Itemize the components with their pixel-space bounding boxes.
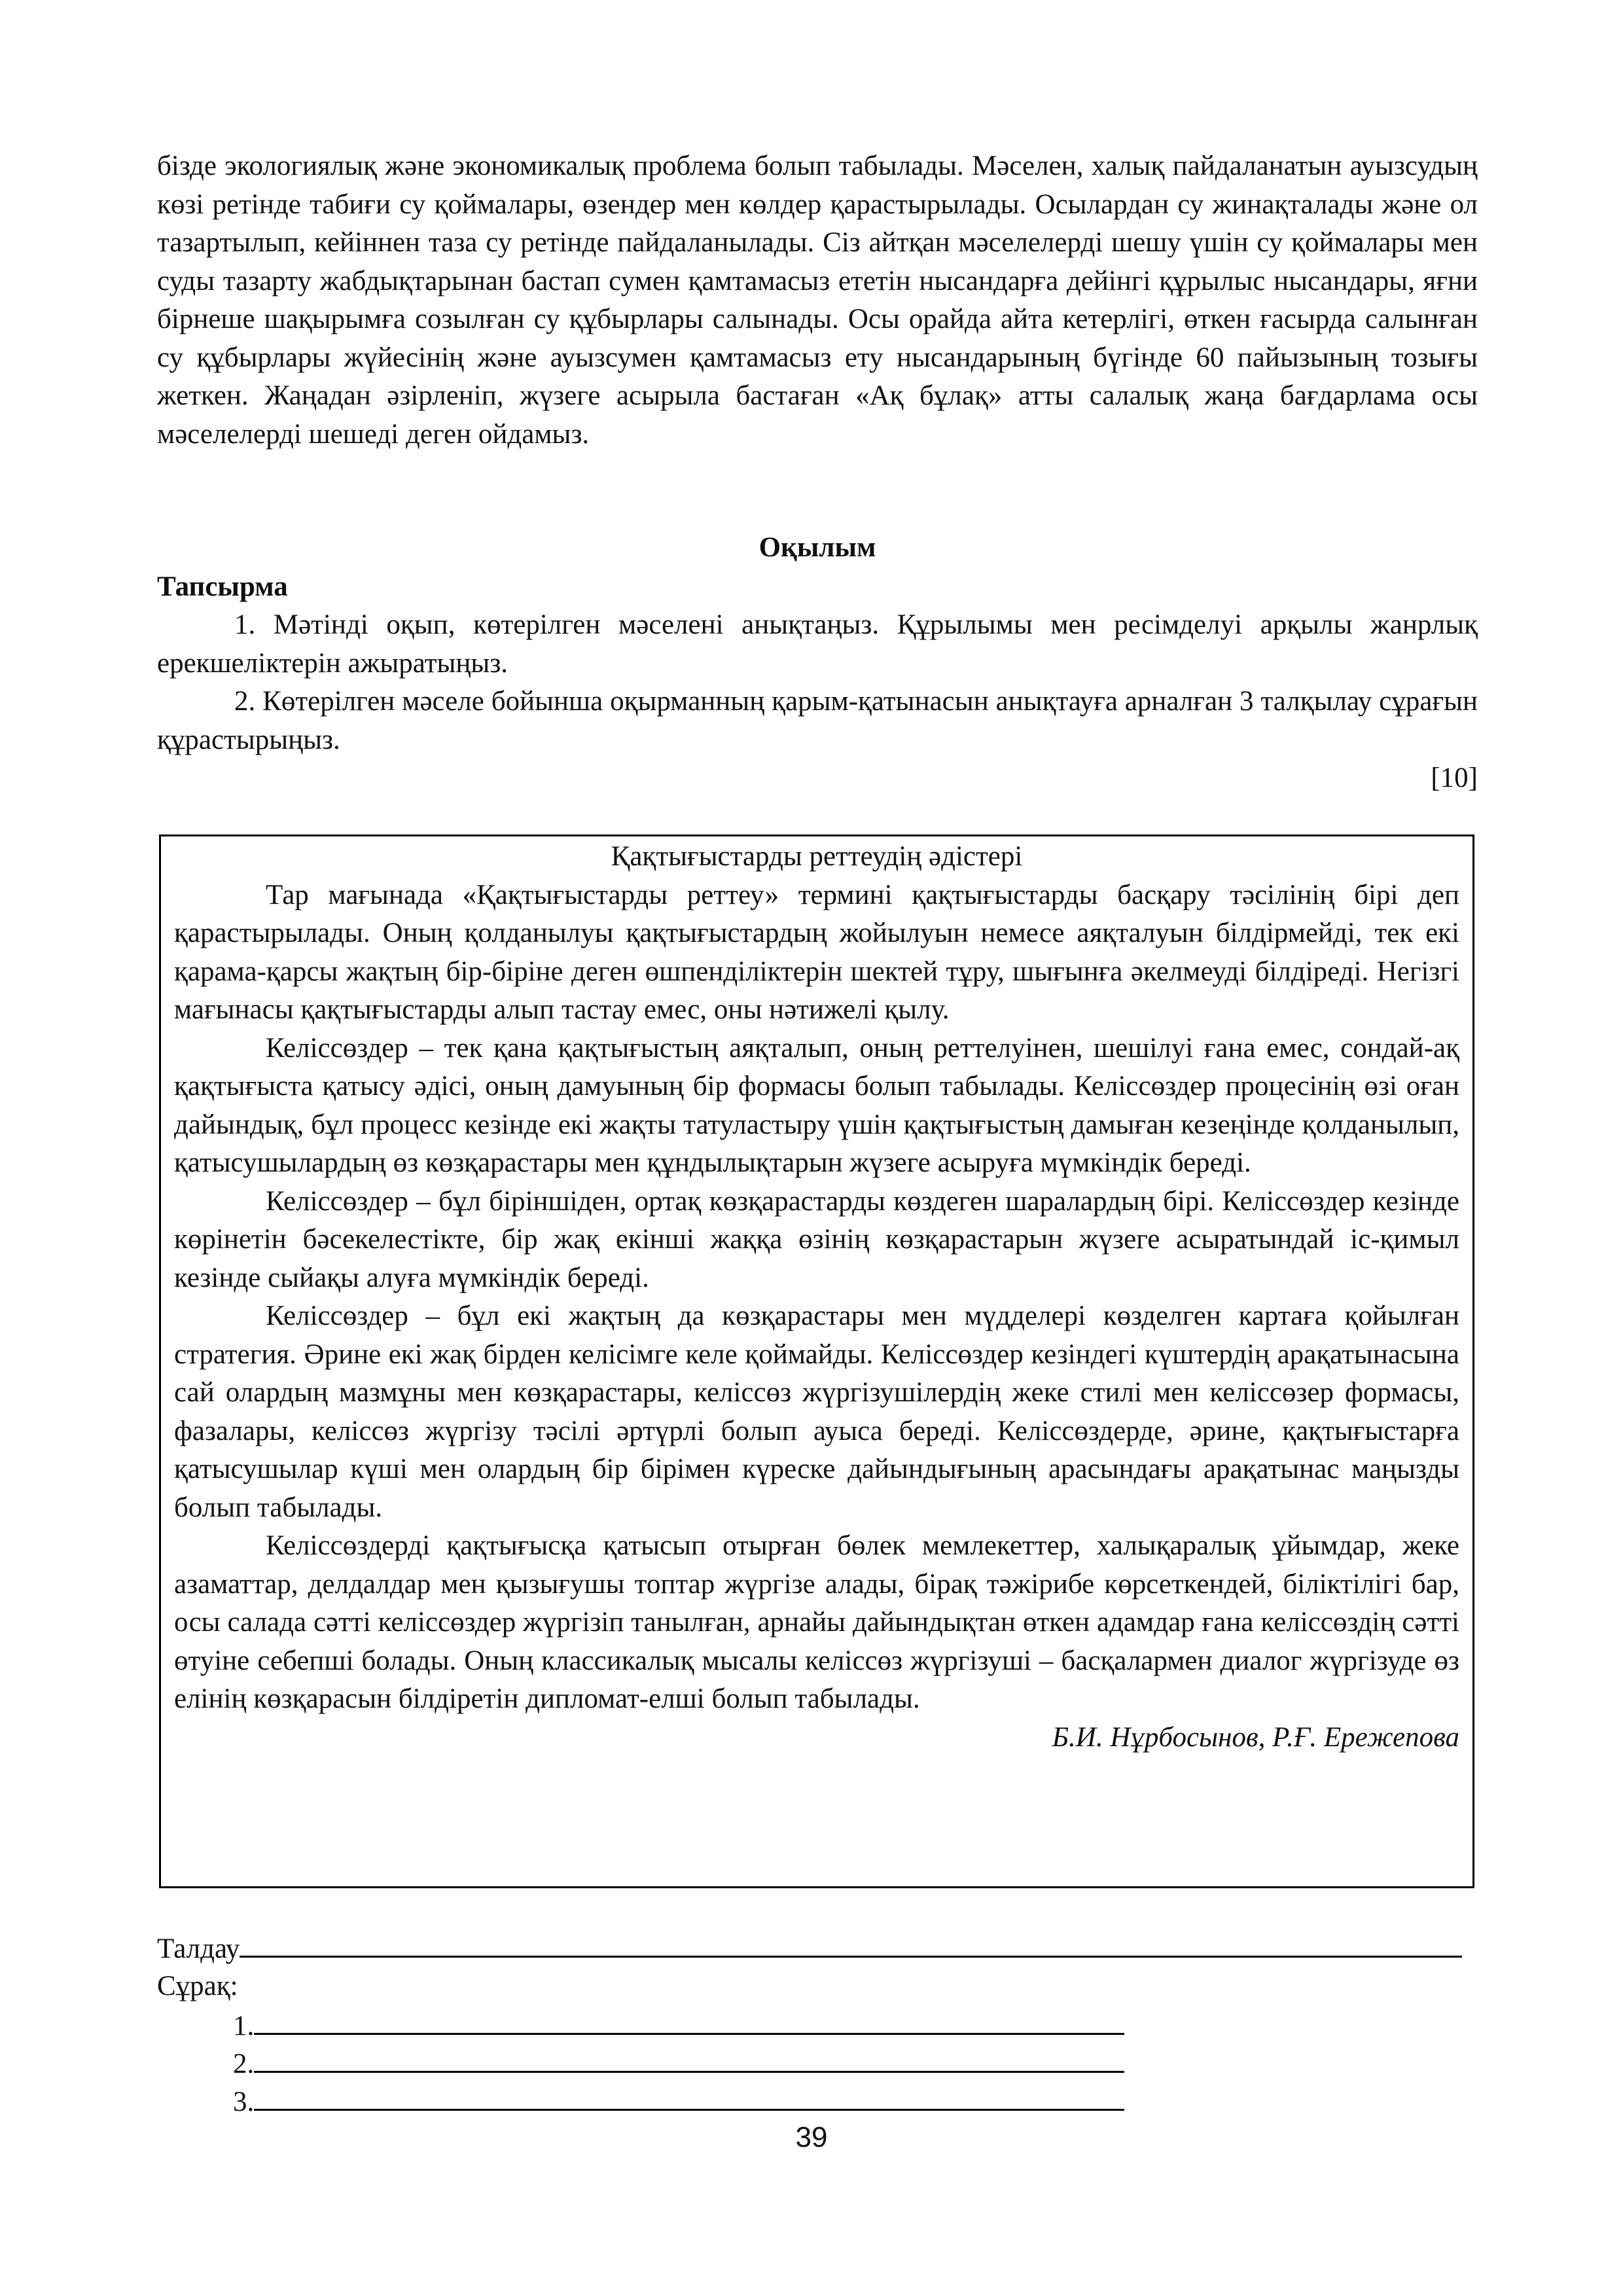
analysis-label: Талдау	[157, 1933, 240, 1964]
question-row-2	[233, 2045, 1124, 2083]
question-answer-line-1[interactable]	[254, 2007, 1124, 2035]
page-number: 39	[795, 2121, 828, 2153]
question-label: Сұрақ:	[157, 1971, 238, 2001]
analysis-row	[157, 1929, 1462, 1968]
section-title: Оқылым	[758, 532, 876, 563]
reading-paragraph-3: Келіссөздер – бұл біріншіден, ортақ көзқарастарды көздеген шаралардың бірі. Келіссөздер кезінде көрінетін бәсекелестікте, бір жақ екінші жаққа өзінің көзқарастарын жүзеге асыратындай іс-қимыл кезінде сыйақы алуға мүмкіндік береді.	[174, 1185, 1459, 1293]
score-label: [10]	[1431, 762, 1478, 793]
task-item-2: 2. Көтерілген мәселе бойынша оқырманның қарым-қатынасын анықтауға арналған 3 талқылау сұрағын құрастырыңыз.	[157, 686, 1478, 755]
reading-text-box	[159, 834, 1474, 1888]
question-number-3: 3.	[233, 2087, 255, 2117]
task-label: Тапсырма	[157, 571, 288, 602]
reading-title: Қақтығыстарды реттеудің әдістері	[611, 841, 1023, 872]
task-list	[157, 606, 1478, 759]
question-number-2: 2.	[233, 2049, 255, 2079]
intro-paragraph: бізде экологиялық және экономикалық проблема болып табылады. Мәселен, халық пайдаланатын ауызсудың көзі ретінде табиғи су қоймалары, өзендер мен көлдер қарастырылады. Осылардан су жинақталады және ол тазартылып, кейіннен таза су ретінде пайдаланылады. Сіз айтқан мәселелерді шешу үшін су қоймалары мен суды тазарту жабдықтарынан бастап сумен қамтамасыз ететін нысандарға дейінгі құрылыс нысандары, яғни бірнеше шақырымға созылған су құбырлары салынады. Осы орайда айта кетерлігі, өткен ғасырда салынған су құбырлары жүйесінің және ауызсумен қамтамасыз ету нысандарының бүгінде 60 пайызының тозығы жеткен. Жаңадан әзірленіп, жүзеге асырыла бастаған «Ақ бұлақ» атты салалық жаңа бағдарлама осы мәселелерді шешеді деген ойдамыз.	[157, 151, 1478, 450]
task-item-1: 1. Мәтінді оқып, көтерілген мәселені анықтаңыз. Құрылымы мен ресімделуі арқылы жанрлық ерекшеліктерін ажыратыңыз.	[157, 609, 1478, 679]
question-answer-line-2[interactable]	[254, 2045, 1124, 2073]
question-row-3	[233, 2083, 1124, 2121]
reading-paragraph-5: Келіссөздерді қақтығысқа қатысып отырған бөлек мемлекеттер, халықаралық ұйымдар, жеке азаматтар, делдалдар мен қызығушы топтар жүргізе алады, бірақ тәжірибе көрсеткендей, біліктілігі бар, осы салада сәтті келіссөздер жүргізіп танылған, арнайы дайындықтан өткен адамдар ғана келіссөздің сәтті өтуіне себепші болады. Оның классикалық мысалы келіссөз жүргізуші – басқалармен диалог жүргізуде өз елінің көзқарасын білдіретін дипломат-елші болып табылады.	[174, 1530, 1459, 1714]
reading-author: Б.И. Нұрбосынов, Р.Ғ. Ережепова	[1052, 1721, 1459, 1753]
reading-paragraph-1: Тар мағынада «Қақтығыстарды реттеу» термині қақтығыстарды басқару тәсілінің бірі деп қарастырылады. Оның қолданылуы қақтығыстардың жойылуын немесе аяқталуын білдірмейді, тек екі қарама-қарсы жақтың бір-біріне деген өшпенділіктерін шектей тұру, шығынға әкелмеуді білдіреді. Негізгі мағынасы қақтығыстарды алып тастау емес, оны нәтижелі қылу.	[174, 879, 1459, 1025]
analysis-answer-line[interactable]	[240, 1929, 1462, 1958]
question-row	[157, 1967, 238, 2005]
reading-paragraph-4: Келіссөздер – бұл екі жақтың да көзқарастары мен мүдделері көзделген картаға қойылған стратегия. Әрине екі жақ бірден келісімге келе қоймайды. Келіссөздер кезіндегі күштердің арақатынасына сай олардың мазмұны мен көзқарастары, келіссөз жүргізушілердің жеке стилі мен келіссөзер формасы, фазалары, келіссөз жүргізу тәсілі әртүрлі болып ауыса береді. Келіссөздерде, әрине, қақтығыстарға қатысушылар күші мен олардың бір бірімен күреске дайындығының арасындағы арақатынас маңызды болып табылады.	[174, 1300, 1459, 1523]
question-answer-line-3[interactable]	[254, 2083, 1124, 2111]
question-number-1: 1.	[233, 2011, 255, 2041]
question-row-1	[233, 2007, 1124, 2045]
reading-paragraph-2: Келіссөздер – тек қана қақтығыстың аяқталып, оның реттелуінен, шешілуі ғана емес, сондай-ақ қақтығыста қатысу әдісі, оның дамуының бір формасы болып табылады. Келіссөздер процесінің өзі оған дайындық, бұл процесс кезінде екі жақты татуластыру үшін қақтығыстың дамыған кезеңінде қолданылып, қатысушылардың өз көзқарастары мен құндылықтарын жүзеге асыруға мүмкіндік береді.	[174, 1032, 1459, 1178]
